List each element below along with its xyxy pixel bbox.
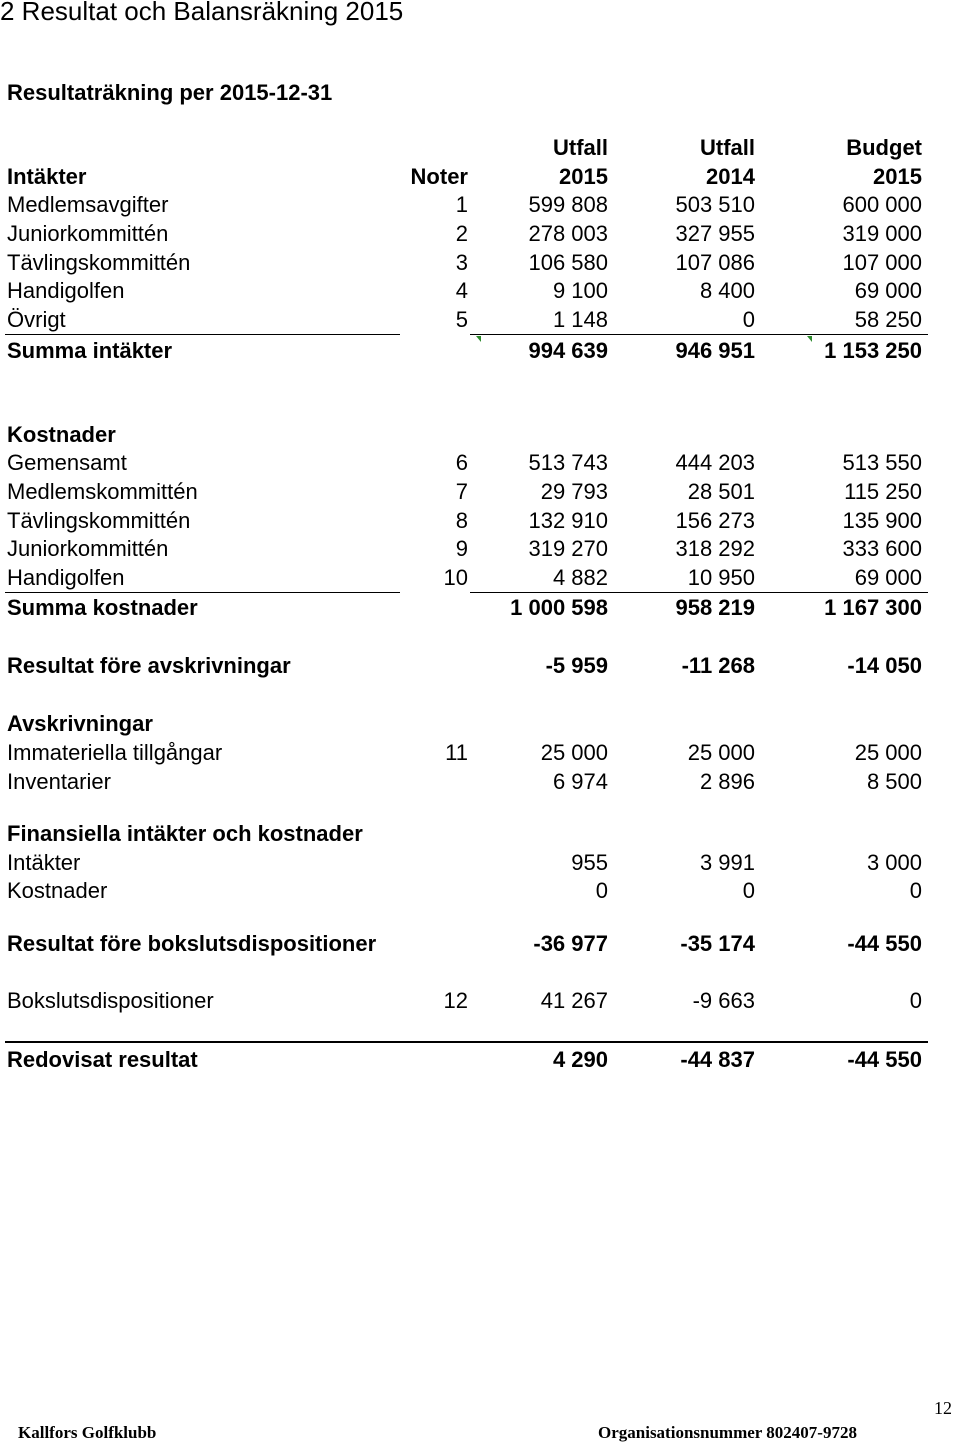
row-note: 5	[455, 307, 468, 332]
row-label: Handigolfen	[7, 565, 125, 590]
row-value-budget-2015: 69 000	[854, 278, 922, 303]
page-footer	[0, 1423, 960, 1443]
row-value-utfall-2015: 4 882	[552, 565, 608, 590]
row-value-utfall-2015: 1 000 598	[510, 595, 608, 620]
col-header-year-3: 2015	[873, 164, 922, 189]
row-value-budget-2015: -44 550	[847, 931, 922, 956]
section-heading	[0, 709, 960, 739]
row-value-utfall-2014: 503 510	[675, 192, 755, 217]
row-value-budget-2015: 0	[909, 878, 922, 903]
table-row	[0, 767, 960, 797]
row-value-utfall-2014: 10 950	[687, 565, 755, 590]
row-label: Tävlingskommittén	[7, 508, 191, 533]
table-row	[0, 190, 960, 220]
row-label: Handigolfen	[7, 278, 125, 303]
table-row	[0, 276, 960, 306]
section-label-intakter: Intäkter	[7, 164, 87, 189]
table-row	[0, 219, 960, 249]
row-label: Resultat före avskrivningar	[7, 653, 291, 678]
row-value-utfall-2015: 599 808	[528, 192, 608, 217]
row-value-utfall-2014: 318 292	[675, 536, 755, 561]
row-value-utfall-2015: 4 290	[552, 1047, 608, 1072]
row-value-budget-2015: 58 250	[854, 307, 922, 332]
row-value-utfall-2015: 513 743	[528, 450, 608, 475]
row-value-budget-2015: 3 000	[866, 850, 922, 875]
row-label: Kostnader	[7, 422, 116, 447]
row-label: Immateriella tillgångar	[7, 740, 223, 765]
row-value-utfall-2014: -11 268	[681, 653, 755, 678]
row-note: 4	[455, 278, 468, 303]
row-label: Redovisat resultat	[7, 1047, 198, 1072]
table-row-total	[0, 593, 960, 623]
table-row	[0, 477, 960, 507]
section-heading	[0, 819, 960, 849]
header-row-1	[0, 133, 960, 163]
row-value-budget-2015: -44 550	[847, 1047, 922, 1072]
table-row	[0, 448, 960, 478]
page-title: 2 Resultat och Balansräkning 2015	[0, 0, 404, 26]
row-value-utfall-2014: 946 951	[675, 338, 755, 363]
row-label: Inventarier	[7, 769, 111, 794]
table-row	[0, 534, 960, 564]
col-header-year-1: 2015	[559, 164, 608, 189]
row-value-utfall-2014: -44 837	[680, 1047, 755, 1072]
row-label: Summa kostnader	[7, 595, 198, 620]
row-note: 8	[455, 508, 468, 533]
row-value-budget-2015: 69 000	[854, 565, 922, 590]
row-value-utfall-2014: 107 086	[675, 250, 755, 275]
row-value-utfall-2015: 6 974	[552, 769, 608, 794]
table-row-total	[0, 336, 960, 366]
row-value-budget-2015: 1 167 300	[824, 595, 922, 620]
row-value-utfall-2015: 1 148	[552, 307, 608, 332]
report-subtitle: Resultaträkning per 2015-12-31	[7, 80, 333, 105]
rule-line	[5, 334, 400, 335]
table-row-result	[0, 651, 960, 681]
row-note: 12	[443, 988, 468, 1013]
row-value-utfall-2015: 278 003	[528, 221, 608, 246]
row-note: 11	[445, 740, 468, 765]
row-value-utfall-2015: -36 977	[533, 931, 608, 956]
row-value-budget-2015: 115 250	[844, 479, 922, 504]
row-label: Gemensamt	[7, 450, 127, 475]
row-label: Medlemsavgifter	[7, 192, 169, 217]
table-row	[0, 248, 960, 278]
row-label: Juniorkommittén	[7, 536, 169, 561]
row-value-utfall-2015: -5 959	[545, 653, 608, 678]
row-label: Övrigt	[7, 307, 66, 332]
row-note: 9	[455, 536, 468, 561]
row-value-budget-2015: 0	[909, 988, 922, 1013]
row-value-budget-2015: 600 000	[842, 192, 922, 217]
row-value-utfall-2014: 327 955	[675, 221, 755, 246]
row-value-budget-2015: -14 050	[847, 653, 922, 678]
page-number: 12	[934, 1398, 952, 1418]
row-value-budget-2015: 1 153 250	[824, 338, 922, 363]
col-header-utfall-2015: Utfall	[553, 135, 608, 160]
section-heading	[0, 420, 960, 450]
table-row	[0, 506, 960, 536]
row-value-utfall-2014: -35 174	[680, 931, 755, 956]
row-label: Kostnader	[7, 878, 108, 903]
table-row	[0, 848, 960, 878]
row-value-utfall-2014: 0	[742, 307, 755, 332]
row-value-utfall-2015: 9 100	[552, 278, 608, 303]
table-row-final-result	[0, 1045, 960, 1075]
row-note: 6	[455, 450, 468, 475]
row-value-budget-2015: 319 000	[842, 221, 922, 246]
row-value-utfall-2014: -9 663	[692, 988, 755, 1013]
table-row	[0, 305, 960, 335]
row-label: Resultat före bokslutsdispositioner	[7, 931, 377, 956]
footer-org-number: Organisationsnummer 802407-9728	[598, 1423, 857, 1442]
row-value-utfall-2015: 994 639	[528, 338, 608, 363]
table-row	[0, 738, 960, 768]
row-value-utfall-2014: 0	[742, 878, 755, 903]
row-value-utfall-2014: 2 896	[699, 769, 755, 794]
row-label: Summa intäkter	[7, 338, 173, 363]
row-value-utfall-2015: 319 270	[528, 536, 608, 561]
col-header-noter: Noter	[410, 164, 468, 189]
table-row	[0, 876, 960, 906]
row-value-utfall-2015: 955	[571, 850, 608, 875]
row-value-utfall-2015: 132 910	[528, 508, 608, 533]
row-label: Tävlingskommittén	[7, 250, 191, 275]
row-label: Finansiella intäkter och kostnader	[7, 821, 363, 846]
footer-club-name: Kallfors Golfklubb	[18, 1423, 157, 1442]
row-note: 3	[455, 250, 468, 275]
row-value-utfall-2015: 41 267	[540, 988, 608, 1013]
row-value-utfall-2015: 106 580	[528, 250, 608, 275]
col-header-utfall-2014: Utfall	[700, 135, 755, 160]
row-value-budget-2015: 25 000	[854, 740, 922, 765]
header-row-2	[0, 162, 960, 192]
rule-line	[5, 1041, 928, 1043]
row-value-utfall-2014: 3 991	[699, 850, 755, 875]
row-note: 1	[455, 192, 468, 217]
row-label: Juniorkommittén	[7, 221, 169, 246]
row-value-utfall-2014: 444 203	[675, 450, 755, 475]
row-value-utfall-2015: 0	[595, 878, 608, 903]
row-value-budget-2015: 8 500	[866, 769, 922, 794]
row-note: 10	[443, 565, 468, 590]
row-value-budget-2015: 513 550	[842, 450, 922, 475]
row-value-budget-2015: 135 900	[842, 508, 922, 533]
row-value-utfall-2014: 28 501	[687, 479, 755, 504]
row-label: Avskrivningar	[7, 711, 153, 736]
table-row	[0, 563, 960, 593]
col-header-year-2: 2014	[706, 164, 755, 189]
col-header-budget-2015: Budget	[846, 135, 922, 160]
row-value-budget-2015: 333 600	[842, 536, 922, 561]
row-note: 7	[455, 479, 468, 504]
table-row	[0, 986, 960, 1016]
row-value-budget-2015: 107 000	[842, 250, 922, 275]
row-label: Bokslutsdispositioner	[7, 988, 214, 1013]
table-row-result	[0, 929, 960, 959]
row-value-utfall-2014: 156 273	[675, 508, 755, 533]
rule-line	[470, 334, 928, 335]
row-value-utfall-2014: 8 400	[699, 278, 755, 303]
row-value-utfall-2015: 29 793	[540, 479, 608, 504]
row-value-utfall-2014: 25 000	[687, 740, 755, 765]
row-note: 2	[455, 221, 468, 246]
row-value-utfall-2015: 25 000	[540, 740, 608, 765]
row-label: Intäkter	[7, 850, 81, 875]
row-label: Medlemskommittén	[7, 479, 198, 504]
row-value-utfall-2014: 958 219	[675, 595, 755, 620]
